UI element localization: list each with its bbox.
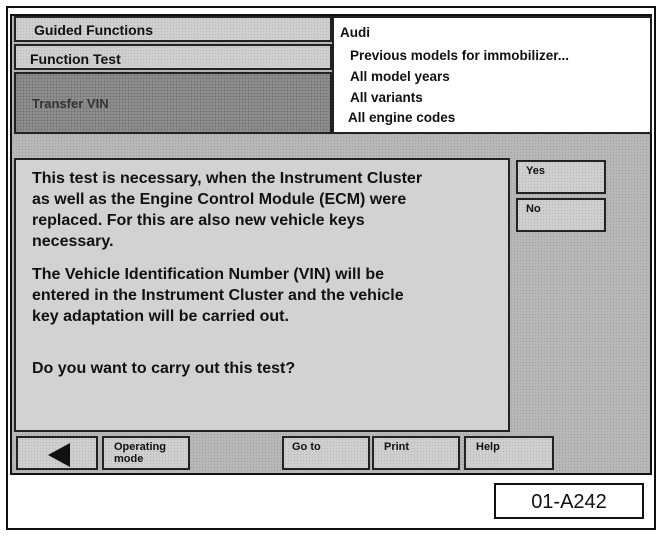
- figure-code: 01-A242: [531, 491, 607, 513]
- function-test-header[interactable]: [14, 44, 332, 70]
- no-button-label: No: [526, 203, 541, 215]
- guided-functions-header[interactable]: [14, 16, 332, 42]
- no-button[interactable]: [516, 198, 606, 232]
- yes-button-label: Yes: [526, 165, 545, 177]
- message-line: The Vehicle Identification Number (VIN) will be: [32, 266, 385, 283]
- message-line: as well as the Engine Control Module (ECM) were: [32, 191, 407, 208]
- yes-button[interactable]: [516, 160, 606, 194]
- message-panel: [14, 158, 510, 432]
- go-to-label: Go to: [292, 441, 321, 453]
- guided-functions-label: Guided Functions: [34, 22, 153, 38]
- message-line: necessary.: [32, 233, 114, 250]
- message-line: This test is necessary, when the Instrument Cluster: [32, 170, 423, 187]
- vehicle-variants: All variants: [350, 90, 423, 105]
- help-label: Help: [476, 441, 500, 453]
- message-line: key adaptation will be carried out.: [32, 308, 289, 325]
- left-arrow-icon: [48, 443, 70, 467]
- figure-code-box: [494, 483, 644, 519]
- operating-mode-label: Operating: [114, 441, 166, 453]
- vehicle-model: Previous models for immobilizer...: [350, 48, 570, 63]
- transfer-vin-header: [14, 72, 332, 134]
- operating-mode-label: mode: [114, 453, 144, 465]
- help-button[interactable]: [464, 436, 554, 470]
- vehicle-info-panel: [332, 16, 652, 134]
- go-to-button[interactable]: [282, 436, 370, 470]
- print-button[interactable]: [372, 436, 460, 470]
- vehicle-engine-codes: All engine codes: [348, 110, 456, 125]
- vehicle-make: Audi: [340, 25, 370, 40]
- back-button[interactable]: [16, 436, 98, 470]
- message-line: replaced. For this are also new vehicle keys: [32, 212, 365, 229]
- operating-mode-button[interactable]: [102, 436, 190, 470]
- function-test-label: Function Test: [30, 51, 121, 67]
- message-line: entered in the Instrument Cluster and the vehicle: [32, 287, 404, 304]
- print-label: Print: [384, 441, 410, 453]
- message-question: Do you want to carry out this test?: [32, 360, 296, 377]
- vehicle-model-years: All model years: [350, 69, 450, 84]
- transfer-vin-label: Transfer VIN: [32, 96, 109, 111]
